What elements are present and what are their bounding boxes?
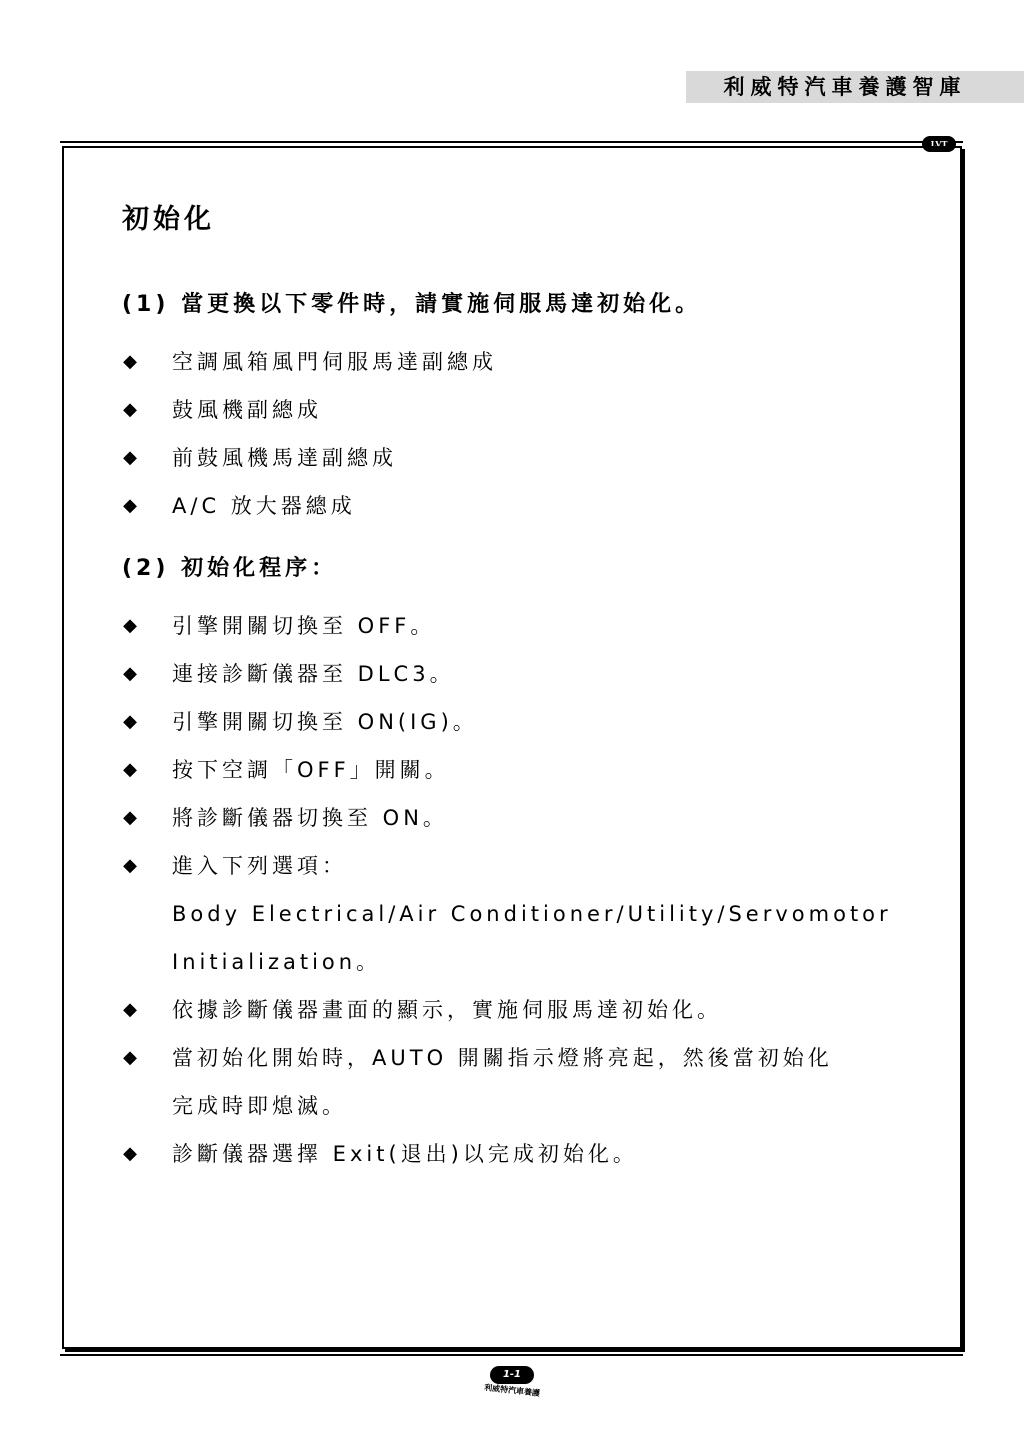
- list-item: [122, 698, 942, 746]
- diamond-bullet-icon: ◆: [123, 855, 141, 876]
- list-item: [122, 986, 942, 1034]
- brand-logo: LVT: [922, 136, 956, 152]
- list-item-text: 引擎開關切換至 ON(IG)。: [172, 710, 478, 734]
- page-content: [122, 198, 942, 1178]
- section-title: 初始化: [122, 204, 215, 235]
- list-item-text: 當初始化開始時，AUTO 開關指示燈將亮起，然後當初始化: [172, 1046, 833, 1070]
- step2-heading: (2) 初始化程序：: [122, 556, 338, 581]
- diamond-bullet-icon: ◆: [123, 351, 141, 372]
- diamond-bullet-icon: ◆: [123, 663, 141, 684]
- list-item-text: 引擎開關切換至 OFF。: [172, 614, 436, 638]
- diamond-bullet-icon: ◆: [123, 1143, 141, 1164]
- list-item-text: 前鼓風機馬達副總成: [172, 446, 397, 470]
- list-item-text: Initialization。: [172, 950, 382, 974]
- list-item: [122, 746, 942, 794]
- list-item-text: 診斷儀器選擇 Exit(退出)以完成初始化。: [172, 1142, 638, 1166]
- list-item: [122, 482, 942, 530]
- list-item-text: 進入下列選項：: [172, 854, 347, 878]
- list-item: [122, 1130, 942, 1178]
- list-item-text: 連接診斷儀器至 DLC3。: [172, 662, 455, 686]
- step1-heading: (1) 當更換以下零件時，請實施伺服馬達初始化。: [122, 292, 702, 317]
- list-item-text: 完成時即熄滅。: [172, 1094, 347, 1118]
- diamond-bullet-icon: ◆: [123, 399, 141, 420]
- list-item: [122, 434, 942, 482]
- footer-brand-text: 利威特汽車養護: [483, 1383, 541, 1398]
- diamond-bullet-icon: ◆: [123, 615, 141, 636]
- page-number: 1-1: [490, 1366, 534, 1384]
- procedure-list: [122, 602, 942, 1178]
- list-item-text: A/C 放大器總成: [172, 494, 356, 518]
- list-item: [122, 650, 942, 698]
- bottom-rule: [60, 1354, 963, 1356]
- diamond-bullet-icon: ◆: [123, 807, 141, 828]
- list-item-text: 依據診斷儀器畫面的顯示，實施伺服馬達初始化。: [172, 998, 722, 1022]
- list-item-text: 將診斷儀器切換至 ON。: [172, 806, 448, 830]
- list-item-text: 按下空調「OFF」開關。: [172, 758, 450, 782]
- list-item: [122, 1034, 942, 1130]
- diamond-bullet-icon: ◆: [123, 759, 141, 780]
- list-item: [122, 386, 942, 434]
- header-title: 利威特汽車養護智庫: [723, 75, 967, 99]
- list-item-text: 鼓風機副總成: [172, 398, 322, 422]
- diamond-bullet-icon: ◆: [123, 447, 141, 468]
- list-item: [122, 842, 942, 986]
- list-item: [122, 794, 942, 842]
- diamond-bullet-icon: ◆: [123, 711, 141, 732]
- diamond-bullet-icon: ◆: [123, 999, 141, 1020]
- parts-list: [122, 338, 942, 530]
- list-item: [122, 338, 942, 386]
- diamond-bullet-icon: ◆: [123, 495, 141, 516]
- list-item-text: 空調風箱風門伺服馬達副總成: [172, 350, 497, 374]
- list-item-text: Body Electrical/Air Conditioner/Utility/Servomotor: [172, 902, 892, 926]
- top-rule: [60, 141, 963, 143]
- list-item: [122, 602, 942, 650]
- diamond-bullet-icon: ◆: [123, 1047, 141, 1068]
